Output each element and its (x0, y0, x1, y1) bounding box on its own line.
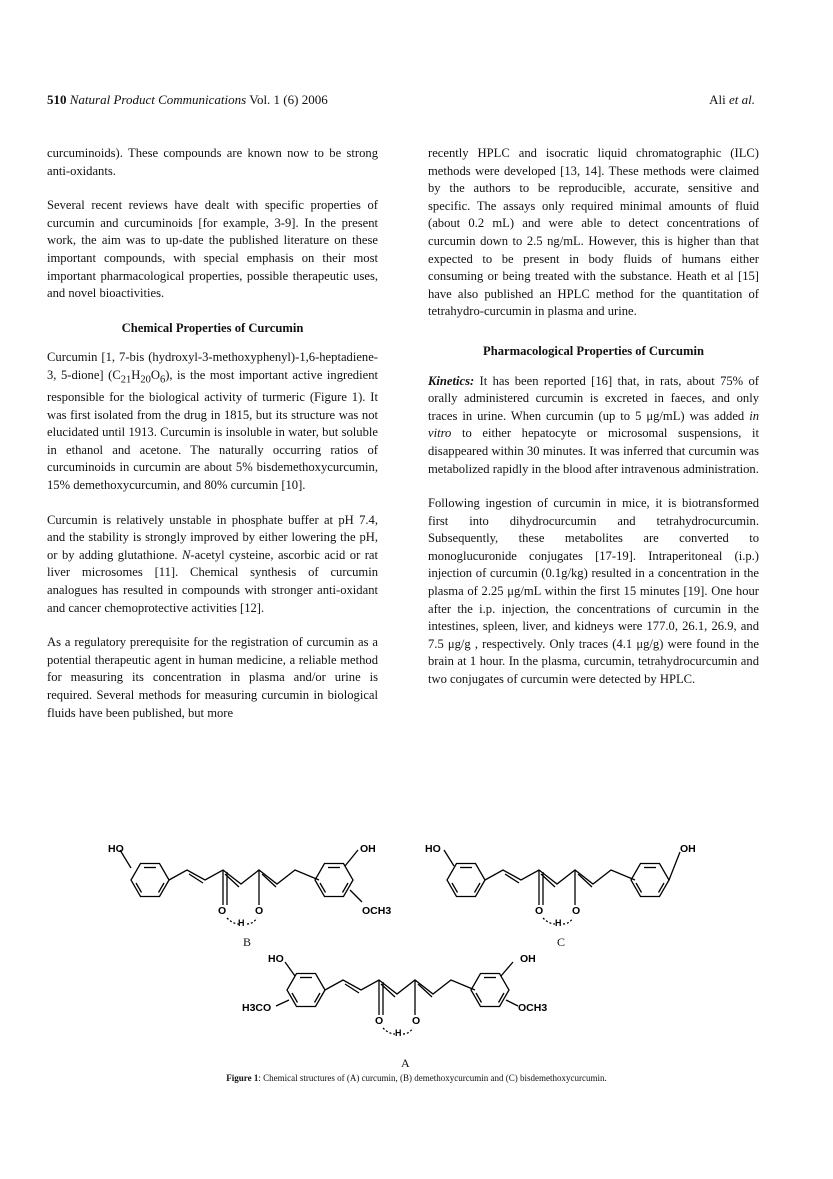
et-al: et al. (729, 92, 755, 107)
paragraph (47, 349, 378, 494)
label-ho: HO (425, 843, 441, 855)
italic-text: in vitro (428, 408, 759, 441)
paragraph (428, 373, 759, 479)
label-oh: OH (520, 953, 536, 965)
paragraph (47, 512, 378, 618)
text-run: It has been reported [16] that, in rats, about 75% of orally administered curcumin is excreted in faeces, and only traces in urine. When curcumin (up to 5 μg/mL) was added (428, 373, 759, 423)
paragraph: Several recent reviews have dealt with specific properties of curcumin and curcuminoids [for example, 3-9]. In the present work, the aim was to up-date the published literature on these important compounds, with special emphasis on their most important pharmacological properties, possible therapeutic uses, and novel bioactivities. (47, 198, 378, 301)
paragraph: recently HPLC and isocratic liquid chromatographic (ILC) methods were developed [13, 14]. These methods were claimed by the authors to be reproducible, accurate, sensitive and specific. The assays only required minimal amounts of fluid (about 0.2 mL) and were able to detect concentrations of curcumin down to 2.5 ng/mL. However, this is higher than that expected to be present in body fluids of humans either consuming or being treated with the substance. Heath et al [15] have also published an HPLC method for the quantitation of tetrahydro-curcumin in plasma and urine. (428, 146, 759, 319)
figure-caption (0, 1073, 833, 1083)
text-run: Curcumin [1, 7-bis (hydroxyl-3-methoxyphenyl)-1,6-heptadiene-3, 5-dione] (C (47, 350, 378, 382)
left-column (47, 145, 378, 739)
italic-text: N (181, 547, 191, 562)
text-run: ), is the most important active ingredient responsible for the biological activity of turmeric (Figure 1). It was first isolated from the drug in 1815, but its structure was not elucidated until 1913. Curcumin is insoluble in water, but soluble in ethanol and acetone. The naturally occurring ratios of curcuminoids in curcumin are about 5% bisdemethoxycurcumin, 15% demethoxycurcumin, and 80% curcumin [10]. (47, 367, 378, 493)
label-o: O (535, 905, 544, 917)
figure-chemical-structures (0, 830, 833, 1090)
caption-text: : Chemical structures of (A) curcumin, (B) demethoxycurcumin and (C) bisdemethoxycurcumin. (258, 1073, 607, 1083)
label-o: O (572, 905, 581, 917)
label-h: H (395, 1028, 402, 1038)
section-heading: Pharmacological Properties of Curcumin (483, 343, 704, 358)
subscript: 20 (140, 374, 151, 386)
caption-label: Figure 1 (226, 1073, 259, 1083)
label-ho: HO (268, 953, 284, 965)
running-header-right (709, 92, 755, 108)
label-h: H (238, 918, 245, 928)
structure-label-b: B (243, 935, 252, 949)
kinetics-label: Kinetics: (428, 373, 475, 388)
text-run: -acetyl cysteine, ascorbic acid or rat liver microsomes [11]. Chemical synthesis of curcumin analogues has resulted in compounds with stronger anti-oxidant and cancer chemoprotective activities [12]. (47, 547, 378, 615)
author-short: Ali (709, 92, 726, 107)
label-o: O (375, 1015, 384, 1027)
page-number: 510 (47, 92, 67, 107)
label-o: O (255, 905, 264, 917)
label-ho: HO (108, 843, 124, 855)
label-h: H (555, 918, 562, 928)
text-run: O (150, 367, 160, 382)
label-oh: OH (360, 843, 376, 855)
paragraph: Following ingestion of curcumin in mice, it is biotransformed first into dihydrocurcumin and tetrahydrocurcumin. Subsequently, these metabolites are converted to monoglucuronide conjugates [17-19]. Intraperitoneal (i.p.) injection of curcumin (0.1g/kg) resulted in a concentration in the plasma of 2.25 μg/mL within the first 15 minutes [19]. One hour after the i.p. injection, the concentrations of curcumin in the intestines, spleen, liver, and kidneys were 177.0, 26.1, 26.9, and 7.5 μg/g , respectively. Only traces (4.1 μg/g) were found in the brain at 1 hour. In the plasma, curcumin, tetrahydrocurcumin and two conjugates of curcumin were detected by HPLC. (428, 496, 759, 687)
running-header-left (47, 92, 328, 108)
paragraph: curcuminoids). These compounds are known now to be strong anti-oxidants. (47, 146, 378, 178)
label-oh: OH (680, 843, 696, 855)
text-run: Curcumin is relatively unstable in phosphate buffer at pH 7.4, and the stability is strongly improved by either lowering the pH, or by adding glutathione. (47, 512, 378, 562)
label-och3: OCH3 (518, 1002, 548, 1014)
text-run: to either hepatocyte or microsomal suspensions, it disappeared within 30 minutes. It was inferred that curcumin was metabolized rapidly in the blood after intravenous administration. (428, 426, 759, 476)
subscript: 21 (120, 374, 132, 386)
text-run: H (131, 367, 141, 382)
volume-info: Vol. 1 (6) 2006 (249, 92, 328, 107)
subscript: 6 (159, 374, 166, 386)
right-column (428, 145, 759, 706)
structure-label-c: C (557, 935, 566, 949)
label-h3co: H3CO (242, 1002, 272, 1014)
label-och3: OCH3 (362, 905, 392, 917)
journal-name: Natural Product Communications (69, 92, 247, 107)
label-o: O (218, 905, 227, 917)
label-o: O (412, 1015, 421, 1027)
section-heading: Chemical Properties of Curcumin (121, 320, 304, 335)
structure-label-a: A (401, 1056, 410, 1070)
paragraph: As a regulatory prerequisite for the registration of curcumin as a potential therapeutic agent in human medicine, a reliable method for measuring its concentration in plasma and/or urine is required. Several methods for measuring curcumin in biological fluids have been published, but more (47, 635, 378, 720)
